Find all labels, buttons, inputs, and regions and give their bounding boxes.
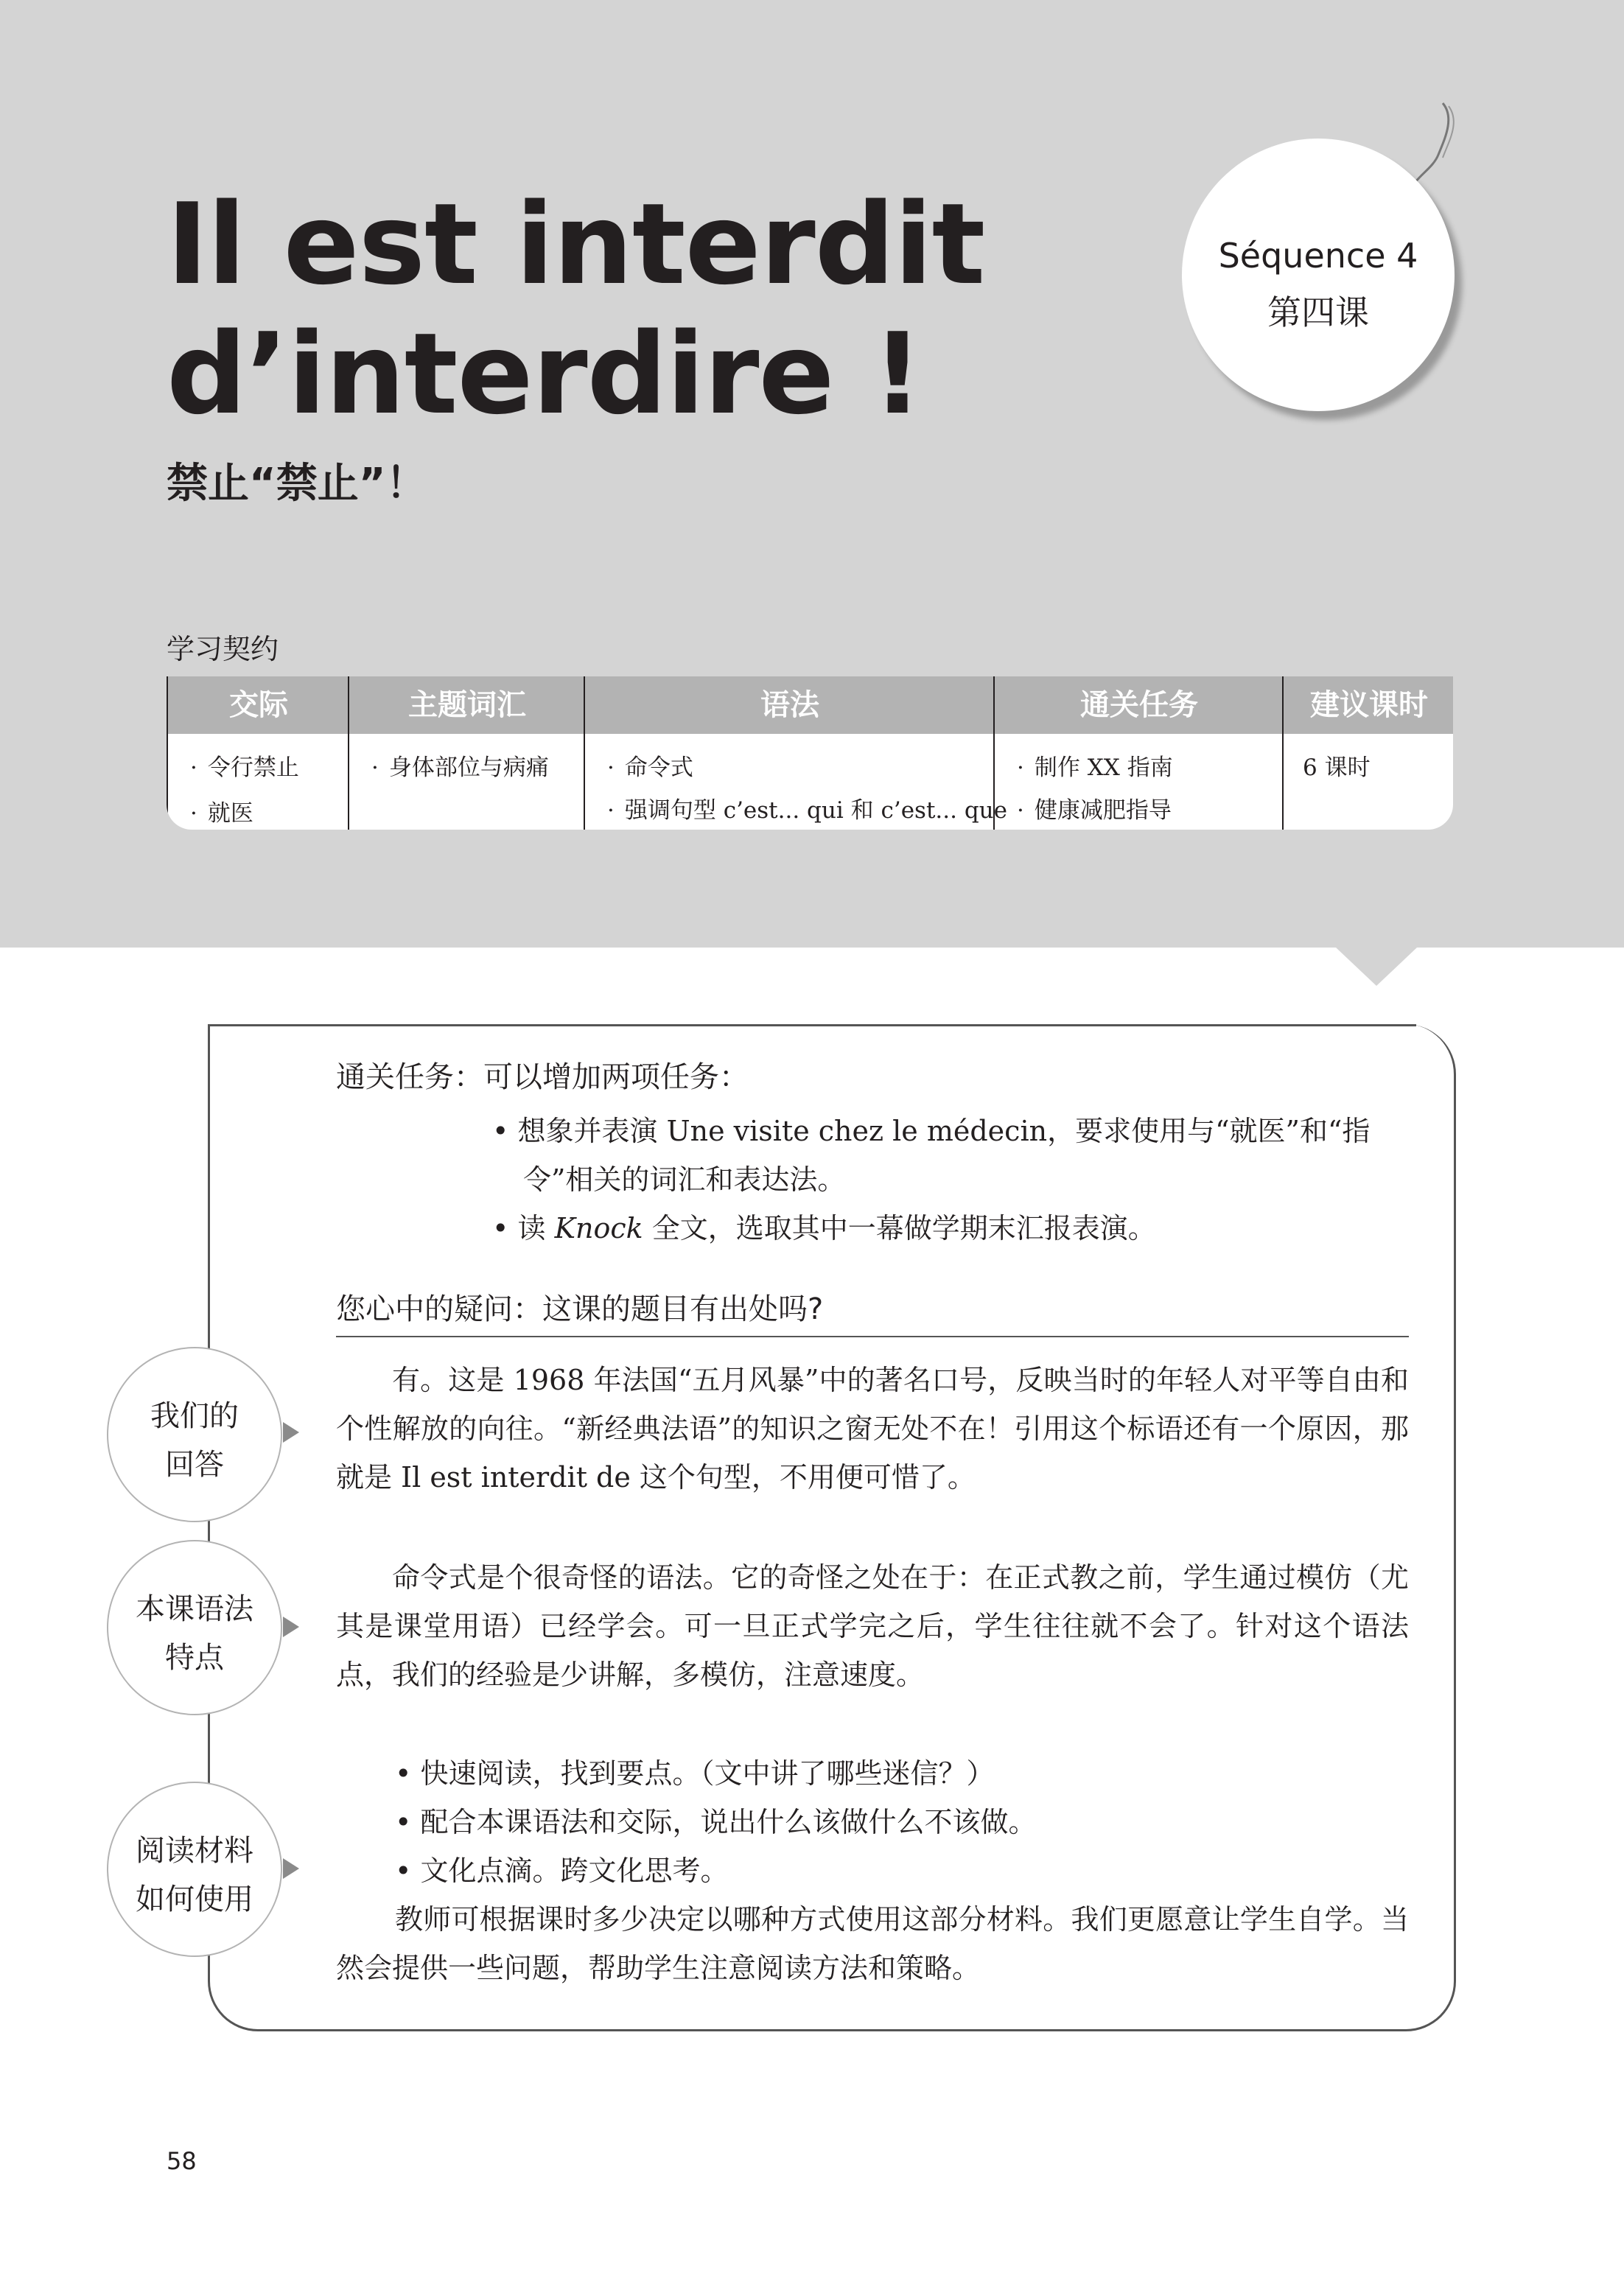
tasks-intro: ：可以增加两项任务：	[454, 1060, 749, 1094]
question-heading: 您心中的疑问：这课的题目有出处吗?	[336, 1292, 824, 1326]
table-cell: · 制作 XX 指南	[1017, 754, 1173, 781]
answer-circle	[107, 1347, 282, 1522]
table-cell: · 强调句型 c’est... qui 和 c’est... que	[607, 797, 1007, 824]
contract-label: 学习契约	[167, 633, 279, 665]
page-subtitle: 禁止“禁止”！	[167, 460, 427, 508]
title-line-2: d’interdire !	[167, 309, 923, 439]
circle-label: 特点	[165, 1641, 224, 1675]
column-header: 通关任务	[1080, 688, 1198, 722]
page-title	[167, 180, 984, 439]
column-header: 建议课时	[1310, 688, 1428, 722]
reading-bullet-3: • 文化点滴。跨文化思考。	[395, 1855, 729, 1887]
reading-bullet-2: • 配合本课语法和交际，说出什么该做什么不该做。	[395, 1806, 1037, 1838]
table-column-communication	[167, 676, 349, 830]
reading-text: 教师可根据课时多少决定以哪种方式使用这部分材料。我们更愿意让学生自学。当然会提供一些问题，帮助学生注意阅读方法和策略。	[336, 1903, 1409, 1984]
title-line-1: Il est interdit	[167, 179, 985, 309]
header-notch	[1336, 948, 1417, 986]
notes-box-top-border	[208, 1024, 1416, 1026]
table-cell: · 命令式	[607, 754, 693, 781]
grammar-circle	[107, 1540, 282, 1715]
lesson-number: 第四课	[1267, 293, 1369, 332]
circle-label: 阅读材料	[136, 1834, 253, 1868]
table-column-tasks	[993, 676, 1284, 830]
learning-contract-table	[167, 676, 1453, 830]
table-cell: · 就医	[190, 800, 253, 827]
arrow-icon	[283, 1617, 299, 1637]
arrow-icon	[283, 1422, 299, 1443]
reading-circle	[107, 1782, 282, 1957]
answer-text: 有。这是 1968 年法国“五月风暴”中的著名口号，反映当时的年轻人对平等自由和个性解放的向往。“新经典法语”的知识之窗无处不在！引用这个标语还有一个原因，那就是 Il est interdit de 这个句型，不用便可惜了。	[336, 1364, 1409, 1494]
sequence-tag	[1182, 139, 1455, 411]
sequence-number: Séquence 4	[1218, 236, 1418, 276]
column-header: 主题词汇	[408, 688, 526, 722]
table-column-hours	[1282, 676, 1453, 830]
task-bullet-2: • 读 Knock 全文，选取其中一幕做学期末汇报表演。	[492, 1212, 1156, 1244]
table-cell: · 身体部位与病痛	[371, 754, 549, 781]
table-column-grammar	[584, 676, 1007, 830]
circle-label: 如何使用	[136, 1883, 253, 1916]
task-bullet-1: • 想象并表演 Une visite chez le médecin，要求使用与“就医”和“指	[492, 1115, 1371, 1147]
column-header: 交际	[229, 688, 288, 722]
arrow-icon	[283, 1858, 299, 1879]
reading-bullet-1: • 快速阅读，找到要点。（文中讲了哪些迷信？）	[395, 1757, 995, 1790]
tasks-label: 通关任务	[336, 1060, 454, 1094]
circle-label: 本课语法	[136, 1592, 253, 1626]
table-cell: 6 课时	[1303, 754, 1371, 781]
circle-label: 回答	[165, 1448, 224, 1482]
page-number: 58	[167, 2147, 197, 2175]
grammar-text: 命令式是个很奇怪的语法。它的奇怪之处在于：在正式教之前，学生通过模仿（尤其是课堂用语）已经学会。可一旦正式学完之后，学生往往就不会了。针对这个语法点，我们的经验是少讲解，多模仿，注意速度。	[336, 1561, 1409, 1691]
table-cell: · 健康减肥指导	[1017, 797, 1172, 824]
divider	[336, 1336, 1409, 1337]
table-column-vocabulary	[348, 676, 585, 830]
tasks-heading	[336, 1054, 749, 1096]
circle-label: 我们的	[150, 1399, 239, 1433]
table-cell: · 令行禁止	[190, 754, 299, 781]
column-header: 语法	[760, 688, 819, 722]
task-bullet-1-cont: 令”相关的词汇和表达法。	[523, 1163, 846, 1196]
